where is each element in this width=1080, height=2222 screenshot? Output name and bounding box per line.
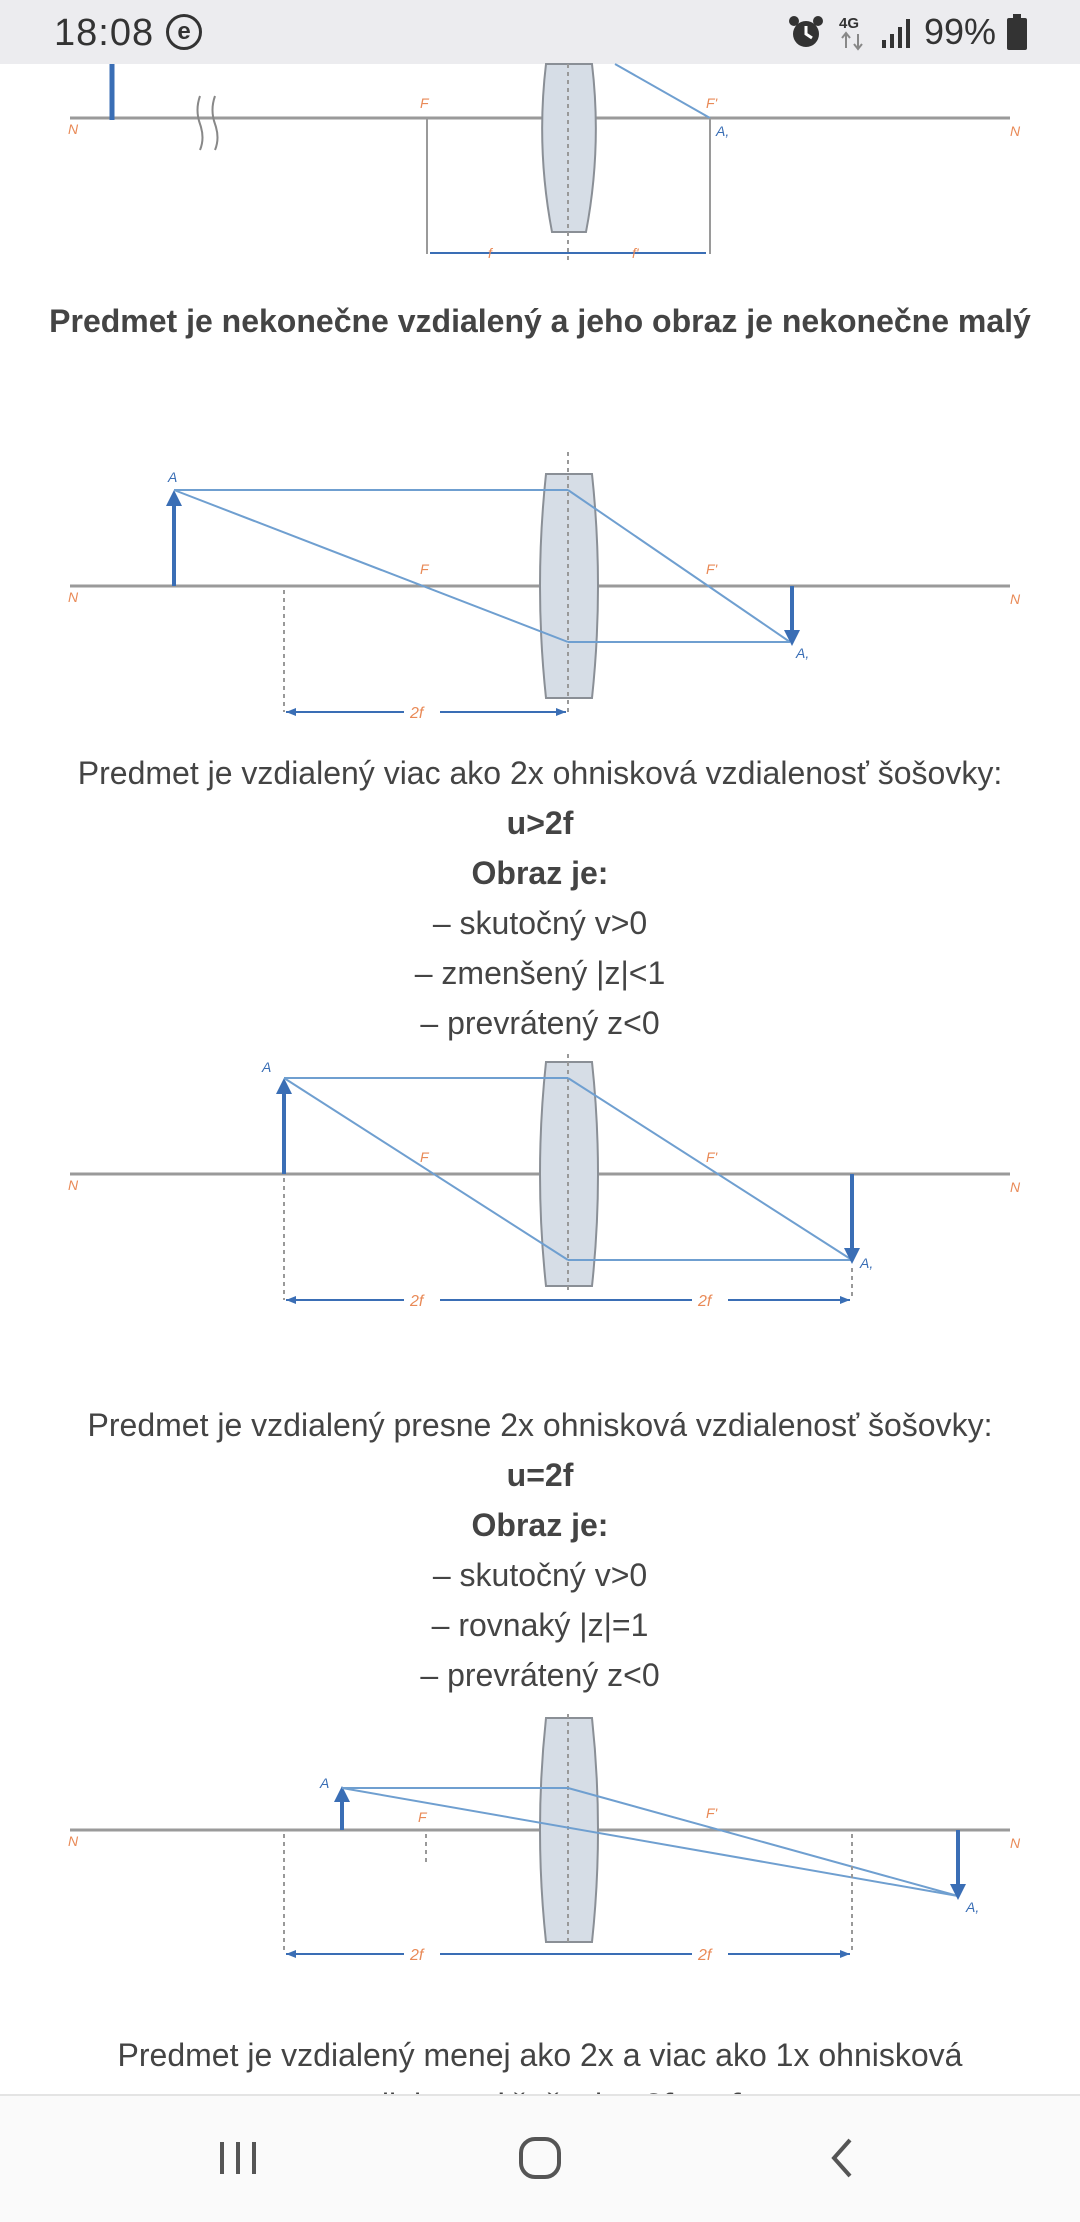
axis-label-left: N (68, 1177, 79, 1193)
axis-label-right: N (1010, 1835, 1021, 1851)
focus-label-front: F (420, 561, 429, 577)
focus-label-front: F (420, 1149, 429, 1165)
home-icon (516, 2134, 564, 2182)
focus-label-front: F (418, 1809, 427, 1825)
recents-button[interactable] (198, 2126, 278, 2190)
image-label: A, (860, 1255, 874, 1271)
focus-label-back: F' (706, 1805, 718, 1821)
object-label: A (262, 1059, 272, 1075)
axis-label-right: N (1010, 123, 1021, 139)
axis-label-right: N (1010, 1179, 1021, 1195)
object-label: A (168, 469, 178, 485)
battery-icon (1006, 12, 1028, 52)
caption-infinite-text: Predmet je nekonečne vzdialený a jeho obraz je nekonečne malý (49, 303, 1031, 339)
case2-item: – rovnaký |z|=1 (431, 1607, 649, 1643)
lens-diagram-infinite (0, 64, 1080, 274)
axis-label-left: N (68, 121, 79, 137)
axis-label-left: N (68, 589, 79, 605)
case2-condition: u=2f (506, 1457, 574, 1493)
case1-condition: u>2f (506, 805, 574, 841)
axis-label-left: N (68, 1833, 79, 1849)
notification-e-icon: e (166, 14, 202, 50)
case1-item: – prevrátený z<0 (420, 1005, 660, 1041)
focal-label: f (488, 245, 492, 261)
case2-item: – prevrátený z<0 (420, 1657, 660, 1693)
image-label: A, (716, 123, 730, 139)
focus-label-back: F' (706, 1149, 718, 1165)
case1-item: – zmenšený |z|<1 (414, 955, 666, 991)
battery-percentage: 99% (923, 11, 996, 52)
case2-intro: Predmet je vzdialený presne 2x ohnisková vzdialenosť šošovky: (87, 1407, 993, 1443)
double-focal-label: 2f (410, 1293, 424, 1310)
recents-icon (216, 2138, 260, 2178)
network-type-icon (836, 12, 870, 52)
focal-prime-label: f' (632, 245, 639, 261)
caption-infinite (0, 296, 1080, 346)
double-focal-label: 2f (410, 1947, 424, 1964)
image-label: A, (796, 645, 810, 661)
article-content[interactable] (0, 64, 1080, 2094)
network-type-text: 4G (838, 15, 859, 32)
status-time: 18:08 (54, 12, 155, 54)
image-label: A, (966, 1899, 980, 1915)
signal-icon (880, 12, 914, 52)
status-bar (0, 0, 1080, 64)
caption-case1 (0, 748, 1080, 1048)
alarm-icon (786, 12, 826, 52)
status-icons (786, 10, 1028, 54)
case2-item: – skutočný v>0 (432, 1557, 648, 1593)
focus-label-back: F' (706, 95, 718, 111)
case1-intro: Predmet je vzdialený viac ako 2x ohnisková vzdialenosť šošovky: (77, 755, 1003, 791)
back-button[interactable] (802, 2126, 882, 2190)
lens-diagram-u-equal-2f (0, 1054, 1080, 1394)
case1-heading: Obraz je: (471, 855, 609, 891)
navigation-bar (0, 2094, 1080, 2222)
case1-item: – skutočný v>0 (432, 905, 648, 941)
axis-label-right: N (1010, 591, 1021, 607)
object-label: A (320, 1775, 330, 1791)
case2-heading: Obraz je: (471, 1507, 609, 1543)
lens-diagram-u-greater-2f (0, 394, 1080, 734)
focus-label-back: F' (706, 561, 718, 577)
case3-line1: Predmet je vzdialený menej ako 2x a viac ako 1x ohnisková (117, 2037, 963, 2073)
caption-case2 (0, 1400, 1080, 1700)
back-icon (826, 2134, 858, 2182)
double-focal-label: 2f (410, 705, 424, 722)
focus-label-front: F (420, 95, 429, 111)
double-focal-label: 2f (698, 1947, 712, 1964)
home-button[interactable] (500, 2126, 580, 2190)
lens-diagram-u-between-f-2f (0, 1714, 1080, 2034)
double-focal-label: 2f (698, 1293, 712, 1310)
